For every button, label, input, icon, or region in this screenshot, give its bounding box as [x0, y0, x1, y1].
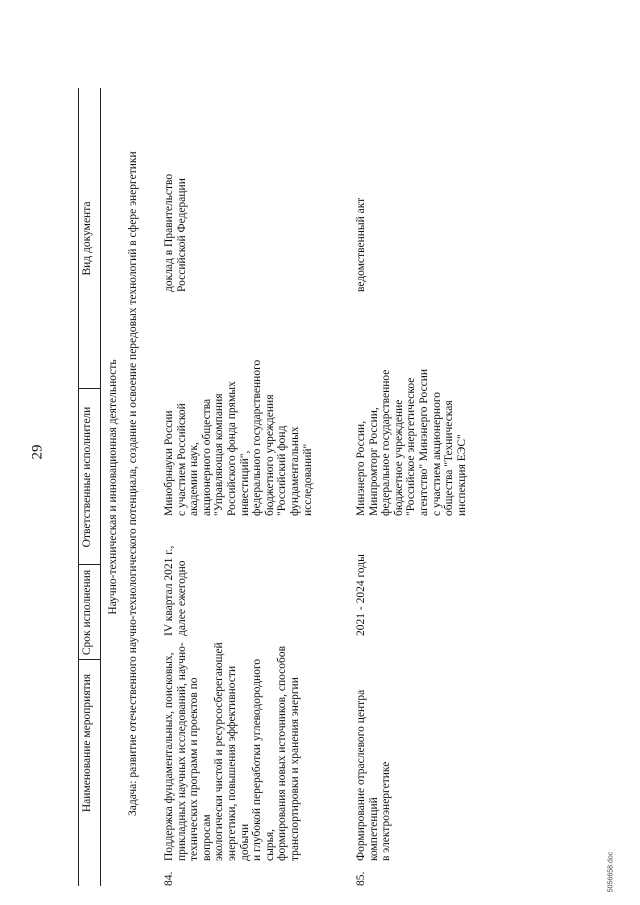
page-number: 29 [29, 444, 46, 460]
header-name: Наименование мероприятия [81, 673, 93, 813]
header-doc-type: Вид документа [81, 201, 93, 276]
document-reference: 5056658.doc [607, 851, 615, 893]
header-bottom-rule [100, 88, 101, 886]
row-number: 84. [163, 871, 175, 886]
row-doc-type: доклад в Правительство Российской Федерации [163, 173, 188, 292]
section-title: Научно-техническая и инновационная деятельность [107, 359, 119, 615]
header-term: Срок исполнения [81, 569, 93, 656]
row-doc-type: ведомственный акт [355, 197, 367, 292]
rotated-table [47, 28, 640, 886]
row-number: 85. [355, 871, 367, 886]
header-top-rule [78, 88, 79, 886]
row-executors: Минобрнауки России с участием Российской академии наук, акционерного общества "Управляющая компания Российского фонда прямых инвестиций", федерального государственного бюджетного учреждения "Российский фонд фундаментальных исследований" [163, 359, 314, 516]
row-term: 2021 - 2024 годы [355, 554, 367, 636]
header-executors: Ответственные исполнители [81, 406, 93, 548]
row-term: IV квартал 2021 г., далее ежегодно [163, 545, 188, 636]
row-name: Формирование отраслевого центра компетенций в электроэнергетике [355, 689, 393, 861]
row-executors: Минэнерго России, Минпромторг России, федеральное государственное бюджетное учреждение "Российское энергетическое агентство" Минэнерго России с участием акционерного общества "Техническая инспекция ЕЭС" [355, 368, 468, 516]
row-name: Поддержка фундаментальных, поисковых, прикладных научных исследований, научно- технических программ и проектов по вопросам экологически чистой и ресурсосберегающей энергетики, повышения эффективности добычи и глубокой переработки углеводородного сырья, формирования новых источников, способов транспортировки и хранения энергии [163, 642, 301, 861]
task-line: Задача: развитие отечественного научно-технологического потенциала, создание и освоение передовых технологий в сфере энергетики [127, 151, 139, 816]
